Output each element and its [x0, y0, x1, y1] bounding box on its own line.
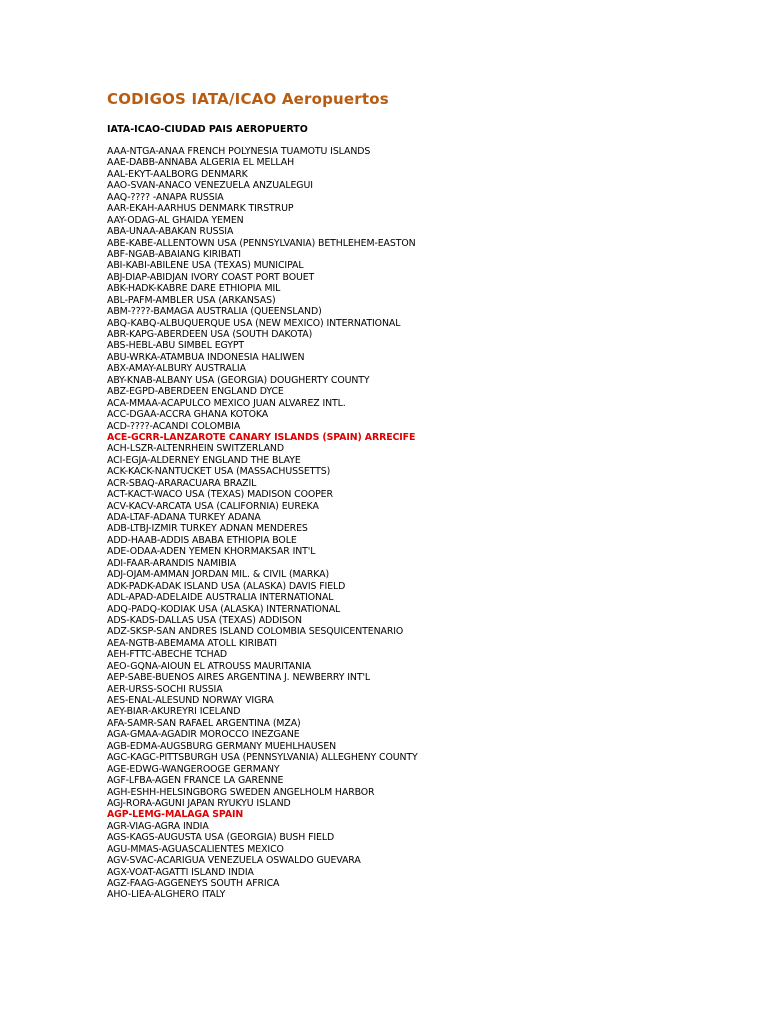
airport-entry: AGB-EDMA-AUGSBURG GERMANY MUEHLHAUSEN	[107, 740, 337, 752]
airport-entry: ADQ-PADQ-KODIAK USA (ALASKA) INTERNATIONAL	[107, 603, 341, 615]
airport-entry: ABY-KNAB-ALBANY USA (GEORGIA) DOUGHERTY COUNTY	[107, 374, 370, 386]
airport-entry: ACD-????-ACANDI COLOMBIA	[107, 420, 241, 432]
airport-entry: ACV-KACV-ARCATA USA (CALIFORNIA) EUREKA	[107, 500, 319, 512]
airport-entry: ABJ-DIAP-ABIDJAN IVORY COAST PORT BOUET	[107, 271, 315, 283]
airport-entry: AAR-EKAH-AARHUS DENMARK TIRSTRUP	[107, 203, 294, 215]
airport-entry: AAO-SVAN-ANACO VENEZUELA ANZUALEGUI	[107, 180, 313, 192]
airport-entry: AGS-KAGS-AUGUSTA USA (GEORGIA) BUSH FIELD	[107, 832, 335, 844]
airport-entry: ACR-SBAQ-ARARACUARA BRAZIL	[107, 477, 257, 489]
airport-entry: ADJ-OJAM-AMMAN JORDAN MIL. & CIVIL (MARKA)	[107, 569, 330, 581]
airport-entry: AEA-NGTB-ABEMAMA ATOLL KIRIBATI	[107, 637, 277, 649]
airport-entry: ADE-ODAA-ADEN YEMEN KHORMAKSAR INT'L	[107, 546, 316, 558]
highlighted-airport-entry: ACE-GCRR-LANZAROTE CANARY ISLANDS (SPAIN) ARRECIFE	[107, 431, 416, 443]
airport-entry: AGA-GMAA-AGADIR MOROCCO INEZGANE	[107, 729, 300, 741]
airport-entry: AGC-KAGC-PITTSBURGH USA (PENNSYLVANIA) ALLEGHENY COUNTY	[107, 752, 418, 764]
column-header: IATA-ICAO-CIUDAD PAIS AEROPUERTO	[107, 124, 308, 135]
airport-entry: AEY-BIAR-AKUREYRI ICELAND	[107, 706, 241, 718]
airport-entry: AHO-LIEA-ALGHERO ITALY	[107, 889, 226, 901]
airport-entry: ACH-LSZR-ALTENRHEIN SWITZERLAND	[107, 443, 284, 455]
airport-entry: AAA-NTGA-ANAA FRENCH POLYNESIA TUAMOTU ISLANDS	[107, 146, 371, 157]
airport-entry: ACC-DGAA-ACCRA GHANA KOTOKA	[107, 409, 269, 421]
airport-entry: ABR-KAPG-ABERDEEN USA (SOUTH DAKOTA)	[107, 329, 313, 340]
airport-code-list	[107, 146, 418, 901]
airport-entry: ABM-????-BAMAGA AUSTRALIA (QUEENSLAND)	[107, 306, 322, 318]
airport-entry: AES-ENAL-ALESUND NORWAY VIGRA	[107, 695, 274, 706]
airport-entry: ADL-APAD-ADELAIDE AUSTRALIA INTERNATIONAL	[107, 592, 334, 604]
highlighted-airport-entry: AGP-LEMG-MALAGA SPAIN	[107, 809, 244, 821]
airport-entry: AGJ-RORA-AGUNI JAPAN RYUKYU ISLAND	[107, 797, 291, 809]
airport-entry: AAE-DABB-ANNABA ALGERIA EL MELLAH	[107, 157, 295, 169]
airport-entry: AGZ-FAAG-AGGENEYS SOUTH AFRICA	[107, 878, 280, 889]
airport-entry: ADB-LTBJ-IZMIR TURKEY ADNAN MENDERES	[107, 523, 308, 535]
document-title: CODIGOS IATA/ICAO Aeropuertos	[107, 90, 389, 108]
airport-entry: AEH-FTTC-ABECHE TCHAD	[107, 649, 228, 661]
airport-entry: ABZ-EGPD-ABERDEEN ENGLAND DYCE	[107, 386, 284, 398]
airport-entry: ADZ-SKSP-SAN ANDRES ISLAND COLOMBIA SESQUICENTENARIO	[107, 626, 404, 638]
airport-entry: AFA-SAMR-SAN RAFAEL ARGENTINA (MZA)	[107, 717, 301, 729]
airport-entry: AAL-EKYT-AALBORG DENMARK	[107, 168, 248, 180]
airport-entry: ACT-KACT-WACO USA (TEXAS) MADISON COOPER	[107, 489, 333, 501]
airport-entry: ABI-KABI-ABILENE USA (TEXAS) MUNICIPAL	[107, 260, 304, 272]
airport-entry: ABQ-KABQ-ALBUQUERQUE USA (NEW MEXICO) INTERNATIONAL	[107, 317, 401, 329]
airport-entry: AGH-ESHH-HELSINGBORG SWEDEN ANGELHOLM HARBOR	[107, 786, 375, 798]
document-page	[107, 88, 747, 901]
airport-entry: ABE-KABE-ALLENTOWN USA (PENNSYLVANIA) BETHLEHEM-EASTON	[107, 237, 416, 249]
airport-entry: AGE-EDWG-WANGEROOGE GERMANY	[107, 763, 280, 775]
airport-entry: ADD-HAAB-ADDIS ABABA ETHIOPIA BOLE	[107, 534, 297, 546]
airport-entry: AAQ-???? -ANAPA RUSSIA	[107, 191, 224, 203]
airport-entry: AGF-LFBA-AGEN FRANCE LA GARENNE	[107, 775, 284, 787]
airport-entry: AGX-VOAT-AGATTI ISLAND INDIA	[107, 866, 254, 878]
airport-entry: ABF-NGAB-ABAIANG KIRIBATI	[107, 248, 241, 260]
airport-entry: AAY-ODAG-AL GHAIDA YEMEN	[107, 214, 244, 226]
airport-entry: ACK-KACK-NANTUCKET USA (MASSACHUSSETTS)	[107, 466, 331, 478]
airport-entry: AGV-SVAC-ACARIGUA VENEZUELA OSWALDO GUEVARA	[107, 855, 361, 867]
airport-entry: ADS-KADS-DALLAS USA (TEXAS) ADDISON	[107, 614, 302, 626]
airport-entry: ABK-HADK-KABRE DARE ETHIOPIA MIL	[107, 283, 281, 295]
airport-entry: AEP-SABE-BUENOS AIRES ARGENTINA J. NEWBERRY INT'L	[107, 672, 371, 684]
airport-entry: ABS-HEBL-ABU SIMBEL EGYPT	[107, 340, 245, 352]
airport-entry: ACI-EGJA-ALDERNEY ENGLAND THE BLAYE	[107, 454, 301, 466]
airport-entry: AEO-GQNA-AIOUN EL ATROUSS MAURITANIA	[107, 660, 311, 672]
airport-entry: ABL-PAFM-AMBLER USA (ARKANSAS)	[107, 294, 276, 306]
airport-entry: ABX-AMAY-ALBURY AUSTRALIA	[107, 363, 246, 375]
airport-entry: ADK-PADK-ADAK ISLAND USA (ALASKA) DAVIS FIELD	[107, 580, 346, 592]
airport-entry: ACA-MMAA-ACAPULCO MEXICO JUAN ALVAREZ INTL.	[107, 397, 346, 409]
airport-entry: ABU-WRKA-ATAMBUA INDONESIA HALIWEN	[107, 351, 305, 363]
airport-entry: AGU-MMAS-AGUASCALIENTES MEXICO	[107, 843, 284, 855]
airport-entry: ADA-LTAF-ADANA TURKEY ADANA	[107, 512, 261, 523]
airport-entry: AGR-VIAG-AGRA INDIA	[107, 820, 209, 832]
airport-entry: AER-URSS-SOCHI RUSSIA	[107, 683, 223, 695]
airport-entry: ADI-FAAR-ARANDIS NAMIBIA	[107, 557, 237, 569]
airport-entry: ABA-UNAA-ABAKAN RUSSIA	[107, 226, 234, 238]
